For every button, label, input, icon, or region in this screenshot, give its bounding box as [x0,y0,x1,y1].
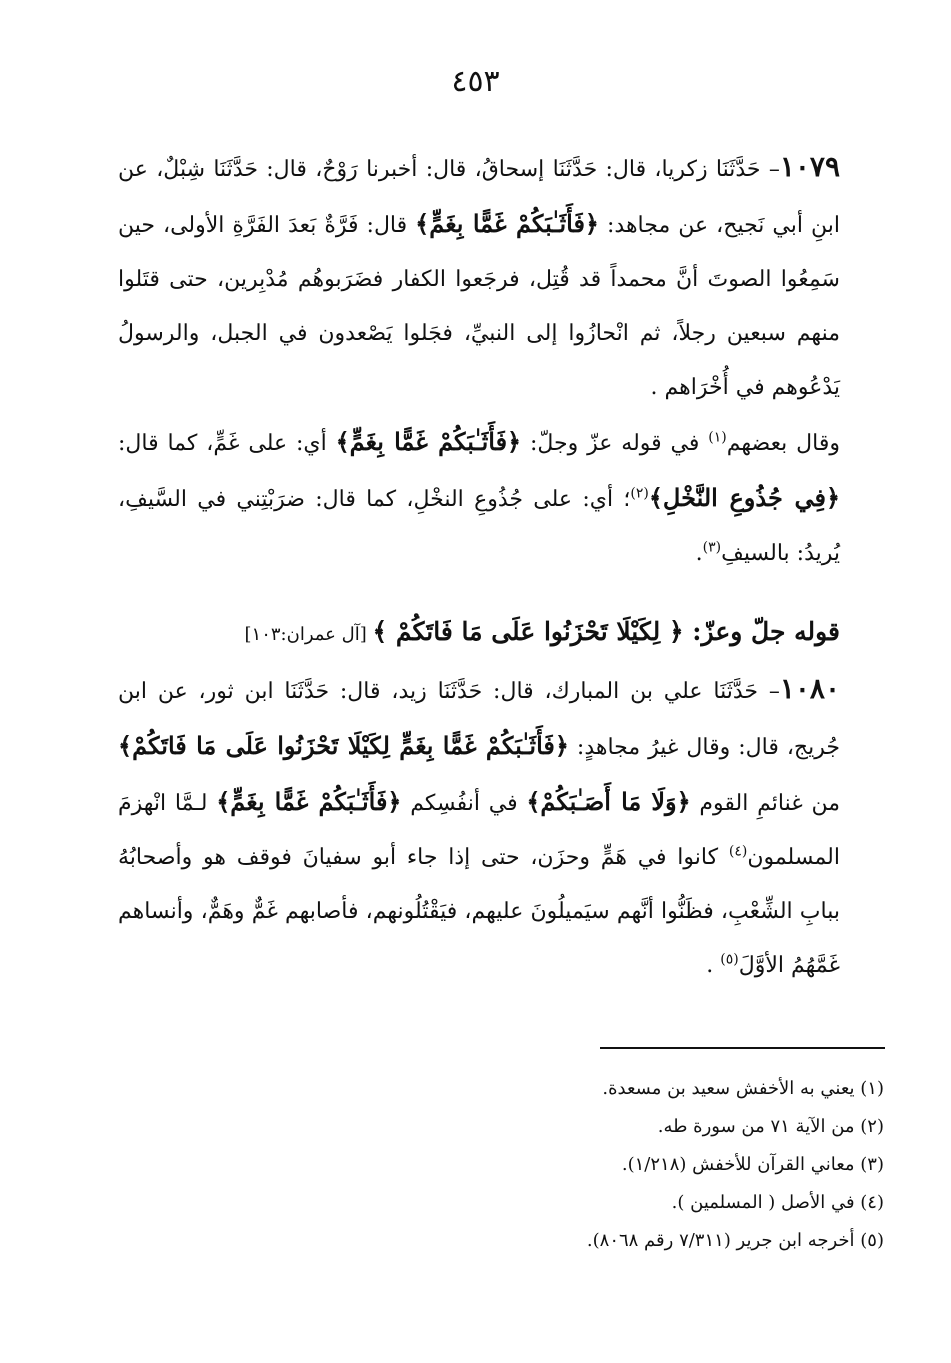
footnote-ref: (٥) [720,951,739,968]
hadith-text: قال: فَرَّةٌ بَعدَ الفَرَّةِ الأولى، حين سَمِعُوا الصوتَ أنَّ محمداً قد قُتِل، فرجَعوا الكفار فضَرَبوهُم مُدْبِرين، حتى قتَلوا منهم سبعين رجلاً، ثم انْحازُوا إلى النبيِّ، فجَلوا يَصْعدون في الجبل، والرسولُ يَدْعُوهم في أُخْرَاهم . [118,213,840,400]
isnad-text: – حَدَّثَنَا علي بن المبارك، قال: حَدَّثَنَا زيد، قال: حَدَّثَنَا ابن ثور، عن ابن جُريج، قال: وقال غيرُ مجاهدٍ: [118,679,840,760]
footnote-item: (٥) أخرجه ابن جرير (٧/٣١١ رقم ٨٠٦٨). [586,1230,884,1251]
footnote-item: (٢) من الآية ٧١ من سورة طه. [657,1116,884,1137]
quran-quote: ﴿فَأَثَـٰبَكُمْ غَمًّا بِغَمٍّ لِكَيْلَا تَحْزَنُوا عَلَى مَا فَاتَكُمْ﴾ [118,731,569,760]
hadith-1079 [118,140,840,415]
hadith-text: كانوا في هَمٍّ وحزَن، حتى إذا جاء أبو سفيانَ فوقف هو وأصحابُهُ ببابِ الشِّعْبِ، فظَنُّوا أنَّهم سيَميلُونَ عليهم، فيَقْتُلُونهم، فأصابهم غَمٌّ وهَمٌّ، وأنساهم غَمَّهُمُ الأوَّلَ [118,845,840,978]
section-heading [118,605,840,662]
commentary-text: ؛ أي: على جُذُوعِ النخْلِ، كما قال: ضرَبْتِني في السَّيفِ، يُريدُ: بالسيفِ [118,487,840,566]
hadith-text: لـمَّا انْهزمَ المسلمون [118,791,840,870]
quran-quote: ﴿فِي جُذُوعِ النَّخْلِ﴾ [648,483,841,512]
quran-quote: ﴿وَلَا مَا أَصَـٰبَكُمْ﴾ [526,787,691,816]
footnote-ref: (١) [708,429,727,446]
quran-quote: ﴿فَأَثَـٰبَكُمْ غَمًّا بِغَمٍّ﴾ [335,427,522,456]
footnote-ref: (٣) [702,539,722,556]
commentary-text: في قوله عزّ وجلّ: [521,431,709,456]
commentary-text: أي: على غَمٍّ، كما قال: [118,431,336,456]
commentary-text: وقال بعضهم [726,431,840,456]
footnote-ref: (٢) [630,485,649,502]
heading-text: قوله جلّ وعزّ: ﴿ لِكَيْلَا تَحْزَنُوا عَلَى مَا فَاتَكُمْ ﴾ [372,617,840,646]
footnote-item: (٣) معاني القرآن للأخفش (١/٢١٨). [621,1154,884,1175]
quran-quote: ﴿فَأَثَـٰبَكُمْ غَمًّا بِغَمٍّ﴾ [216,787,402,816]
hadith-text: في أنفُسِكم [401,791,527,816]
footnote-ref: (٤) [728,843,748,860]
main-text [118,140,840,993]
isnad-text: – حَدَّثَنَا زكريا، قال: حَدَّثَنَا إسحاقُ، قال: أخبرنا رَوْحٌ، قال: حَدَّثَنَا شِبْلٌ، عن ابنِ أبي نَجيح، عن مجاهد: [118,157,840,238]
page-number: ٤٥٣ [451,64,500,99]
spacer [118,581,840,605]
footnote-divider [600,1047,885,1049]
commentary-paragraph [118,415,840,581]
hadith-text: من غنائمِ القوم [690,791,840,816]
quran-quote: ﴿فَأَثَـٰبَكُمْ غَمًّا بِغَمٍّ﴾ [415,209,599,238]
commentary-text: . [695,541,703,566]
footnote-item: (٤) في الأصل ( المسلمين ). [671,1192,884,1213]
hadith-number: ١٠٧٩ [779,150,840,183]
hadith-1080 [118,662,840,993]
verse-reference: [آل عمران:١٠٣] [244,624,373,645]
footnote-item: (١) يعني به الأخفش سعيد بن مسعدة. [602,1078,884,1099]
hadith-text: . [706,953,721,978]
hadith-number: ١٠٨٠ [779,672,840,705]
footnotes [200,1070,884,1260]
